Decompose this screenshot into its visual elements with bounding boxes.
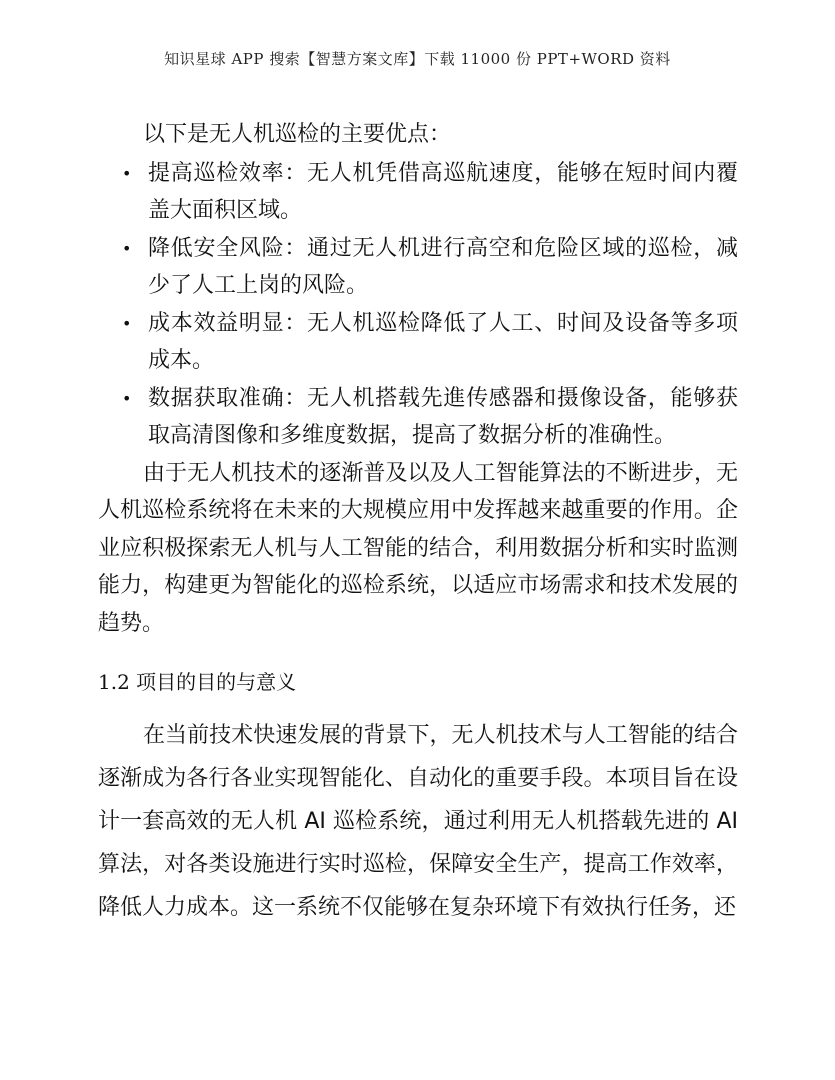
document-body [98, 116, 738, 929]
advantages-intro: 以下是无人机巡检的主要优点： [143, 122, 452, 147]
advantage-text: 降低安全风险：通过无人机进行高空和危险区域的巡检，减少了人工上岗的风险。 [148, 235, 738, 298]
section-heading: 1.2 项目的目的与意义 [98, 670, 297, 694]
advantage-item-safety [98, 230, 738, 305]
bullet-icon: • [122, 238, 132, 258]
advantage-text: 数据获取准确：无人机搭载先進传感器和摄像设备，能够获取高清图像和多维度数据，提高了数据分析的准确性。 [148, 385, 738, 448]
advantage-text: 提高巡检效率：无人机凭借高巡航速度，能够在短时间内覆盖大面积区域。 [148, 160, 738, 223]
advantage-item-data [98, 380, 738, 455]
body-paragraph: 由于无人机技术的逐渐普及以及人工智能算法的不断进步，无人机巡检系统将在未来的大规模应用中发挥越来越重要的作用。企业应积极探索无人机与人工智能的结合，利用数据分析和实时监测能力，构建更为智能化的巡检系统，以适应市场需求和技术发展的趋势。 [98, 460, 738, 636]
bullet-icon: • [122, 313, 132, 333]
page-header-banner: 知识星球 APP 搜索【智慧方案文库】下载 11000 份 PPT+WORD 资料 [164, 50, 671, 68]
section-paragraph: 在当前技术快速发展的背景下，无人机技术与人工智能的结合逐渐成为各行各业实现智能化、自动化的重要手段。本项目旨在设计一套高效的无人机 AI 巡检系统，通过利用无人机搭载先进的 AI 算法，对各类设施进行实时巡检，保障安全生产，提高工作效率，降低人力成本。这一系统不仅能够在复杂环境下有效执行任务，还 [98, 723, 738, 920]
bullet-icon: • [122, 163, 132, 183]
bullet-icon: • [122, 388, 132, 408]
advantage-item-efficiency [98, 155, 738, 230]
advantage-text: 成本效益明显：无人机巡检降低了人工、时间及设备等多项成本。 [148, 310, 738, 373]
advantages-list [98, 155, 738, 455]
advantage-item-cost [98, 305, 738, 380]
